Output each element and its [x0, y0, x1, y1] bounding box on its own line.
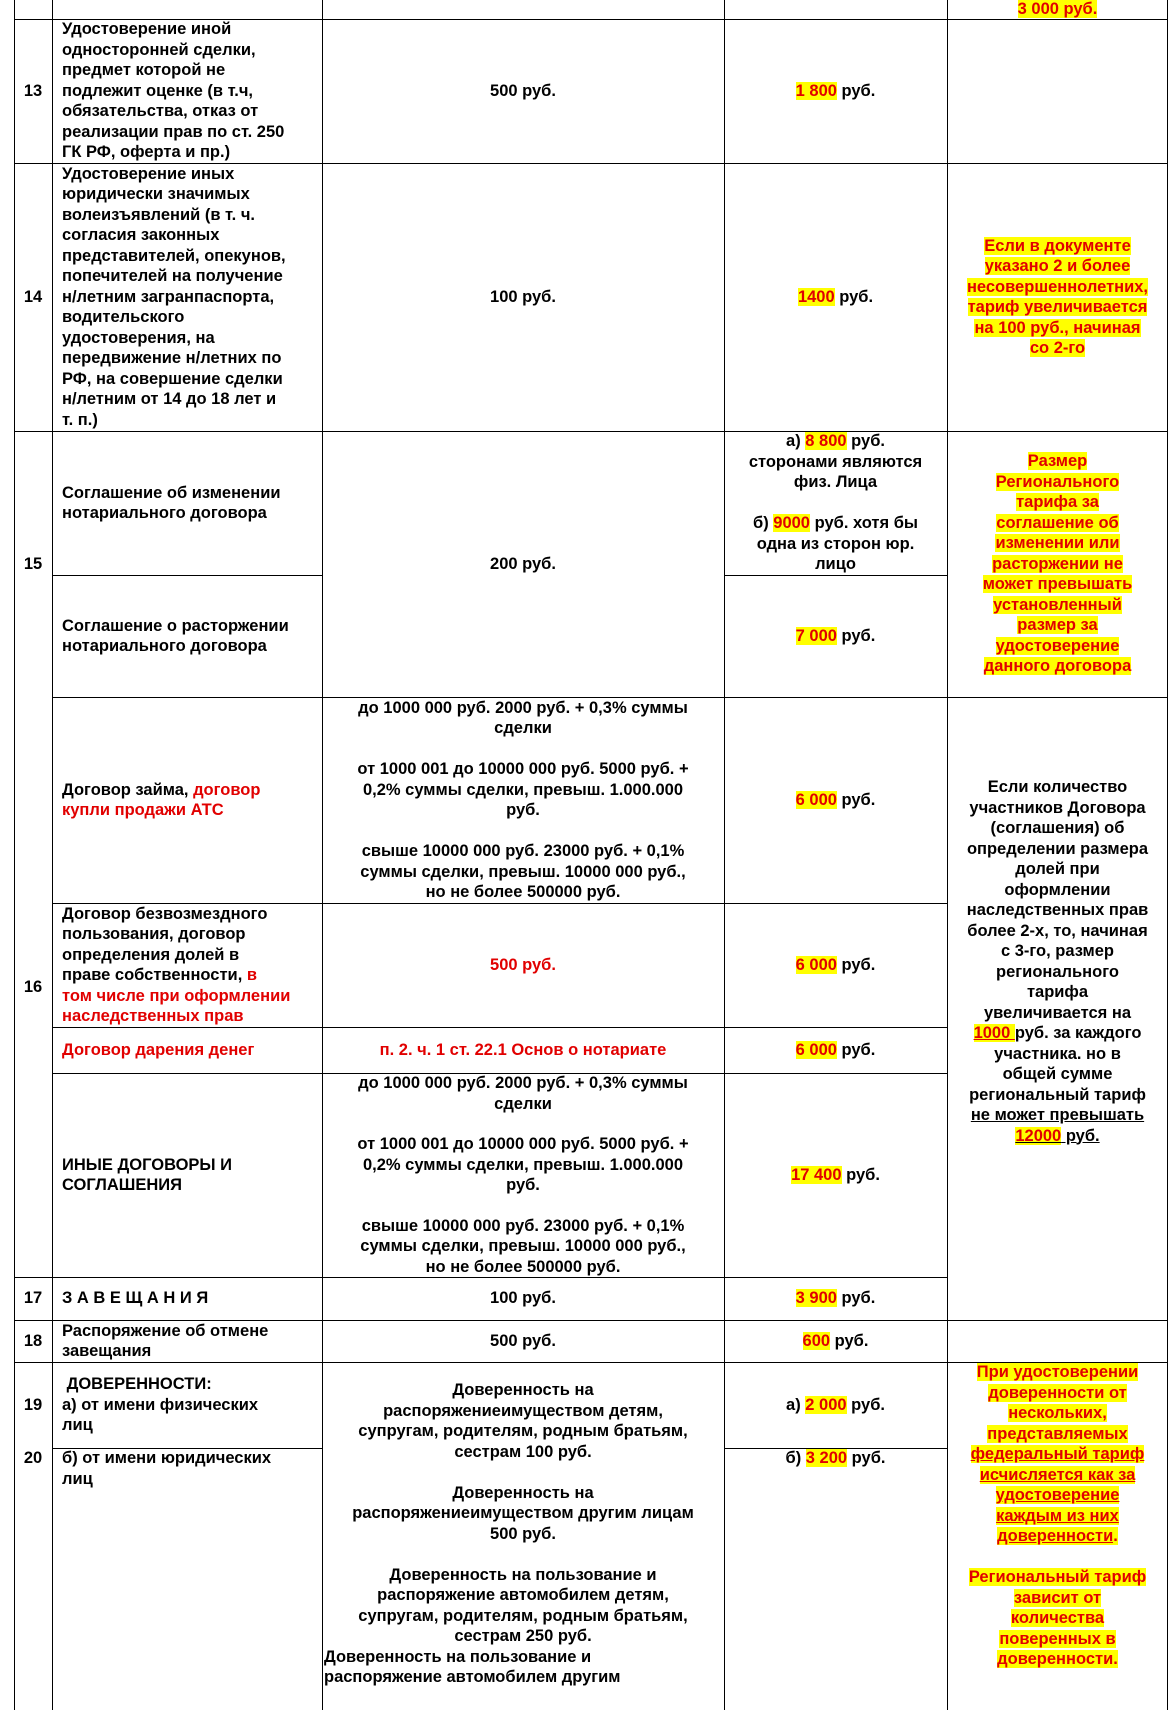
row19-number: 19 — [23, 1395, 43, 1414]
row16-regional-tariff-gratuitous-use: 6 000 руб. — [795, 955, 876, 974]
row19-note: При удостоверении доверенности от нескольких, представляемых федеральный тариф исчисляется как за удостоверение каждым из них доверенности. Региональный тариф зависит от количества поверенных в доверенности. — [968, 1363, 1147, 1668]
prev-row-note: 3 000 руб. — [1017, 0, 1098, 18]
row20-name: б) от имени юридических лиц — [62, 1449, 272, 1488]
row16-note: Если количество участников Договора (соглашения) об определении размера долей при оформлении наследственных прав более 2-х, то, начиная с 3-го, размер регионального тарифа увеличивается на 1000 руб. за каждого участника. но в общей сумме региональный тариф не может превышать 12000 руб. — [966, 778, 1149, 1145]
row13-number: 13 — [23, 81, 43, 100]
row17-name: З А В Е Щ А Н И Я — [62, 1289, 209, 1308]
row16-name-gift-money: Договор дарения денег — [62, 1040, 255, 1059]
row16-federal-tariff-loan: до 1000 000 руб. 2000 руб. + 0,3% суммы сделки от 1000 001 до 10000 000 руб. 5000 руб. + 0,2% суммы сделки, превыш. 1.000.000 руб. свыше 10000 000 руб. 23000 руб. + 0,1% суммы сделки, превыш. 10000 000 руб., но не более 500000 руб. — [357, 698, 689, 901]
row13-federal-tariff: 500 руб. — [490, 81, 556, 100]
row16-federal-tariff-other: до 1000 000 руб. 2000 руб. + 0,3% суммы сделки от 1000 001 до 10000 000 руб. 5000 руб. + 0,2% суммы сделки, превыш. 1.000.000 руб. свыше 10000 000 руб. 23000 руб. + 0,1% суммы сделки, превыш. 10000 000 руб., но не более 500000 руб. — [357, 1074, 689, 1276]
row15-federal-tariff: 200 руб. — [490, 554, 556, 573]
row16-federal-tariff-gift-money: п. 2. ч. 1 ст. 22.1 Основ о нотариате — [379, 1040, 667, 1059]
row14-note: Если в документе указано 2 и более несовершеннолетних, тариф увеличивается на 100 руб., начиная со 2-го — [966, 236, 1149, 357]
row18-regional-tariff: 600 руб. — [802, 1331, 869, 1350]
row16-federal-tariff-gratuitous-use: 500 руб. — [490, 955, 556, 974]
row14-regional-tariff: 1400 руб. — [797, 287, 874, 306]
row14-name: Удостоверение иных юридически значимых волеизъявлений (в т. ч. согласия законных представителей, опекунов, попечителей на получение н/летним загранпаспорта, водительского удостоверения, на передвижение н/летних по РФ, на совершение сделки н/летним от 14 до 18 лет и т. п.) — [62, 164, 286, 429]
row18-federal-tariff: 500 руб. — [490, 1331, 556, 1350]
row15-number: 15 — [23, 554, 43, 573]
row16-name-gratuitous-use: Договор безвозмездного пользования, договор определения долей в праве собственности, в том числе при оформлении наследственных прав — [62, 904, 291, 1025]
row16-name-other-contracts: ИНЫЕ ДОГОВОРЫ И СОГЛАШЕНИЯ — [62, 1155, 233, 1194]
row13-regional-tariff: 1 800 руб. — [795, 81, 876, 100]
row14-number: 14 — [23, 287, 43, 306]
tariff-table — [14, 0, 1168, 1710]
row15-note: Размер Регионального тарифа за соглашение об изменении или расторжении не может превышать установленный размер за удостоверение данного договора — [982, 452, 1133, 676]
row16-regional-tariff-other: 17 400 руб. — [791, 1165, 880, 1184]
row18-number: 18 — [23, 1331, 43, 1350]
row19-federal-tariff: Доверенность на распоряжениеимуществом детям, супругам, родителям, родным братьям, сестрам 100 руб. Доверенность на распоряжениеимуществом другим лицам 500 руб. Доверенность на пользование и распоряжение автомобилем детям, супругам, родителям, родным братьям, сестрам 250 руб. Доверенность на пользование и распоряжение автомобилем другим — [324, 1381, 694, 1686]
row15-regional-tariff-change: а) 8 800 руб. сторонами являются физ. Лица б) 9000 руб. хотя бы одна из сторон юр. лицо — [748, 432, 923, 574]
row19-regional-tariff: а) 2 000 руб. — [786, 1395, 885, 1414]
row18-name: Распоряжение об отмене завещания — [62, 1321, 269, 1360]
row15-regional-tariff-termination: 7 000 руб. — [795, 626, 876, 645]
row16-regional-tariff-gift-money: 6 000 руб. — [795, 1040, 876, 1059]
row15-name-change: Соглашение об изменении нотариального договора — [62, 483, 281, 522]
row17-federal-tariff: 100 руб. — [490, 1289, 556, 1308]
row13-name: Удостоверение иной односторонней сделки, предмет которой не подлежит оценке (в т.ч, обязательства, отказ от реализации прав по ст. 250 ГК РФ, оферта и пр.) — [62, 20, 285, 162]
row14-federal-tariff: 100 руб. — [490, 287, 556, 306]
row20-regional-tariff: б) 3 200 руб. — [785, 1449, 886, 1467]
row15-name-termination: Соглашение о расторжении нотариального договора — [62, 616, 289, 655]
row17-regional-tariff: 3 900 руб. — [795, 1289, 876, 1308]
row20-number: 20 — [23, 1449, 43, 1467]
row16-number: 16 — [23, 977, 43, 996]
row17-number: 17 — [23, 1289, 43, 1308]
row16-name-loan: Договор займа, договор купли продажи АТС — [62, 780, 261, 819]
row19-name: ДОВЕРЕННОСТИ: а) от имени физических лиц — [62, 1375, 259, 1435]
row16-regional-tariff-loan: 6 000 руб. — [795, 790, 876, 809]
